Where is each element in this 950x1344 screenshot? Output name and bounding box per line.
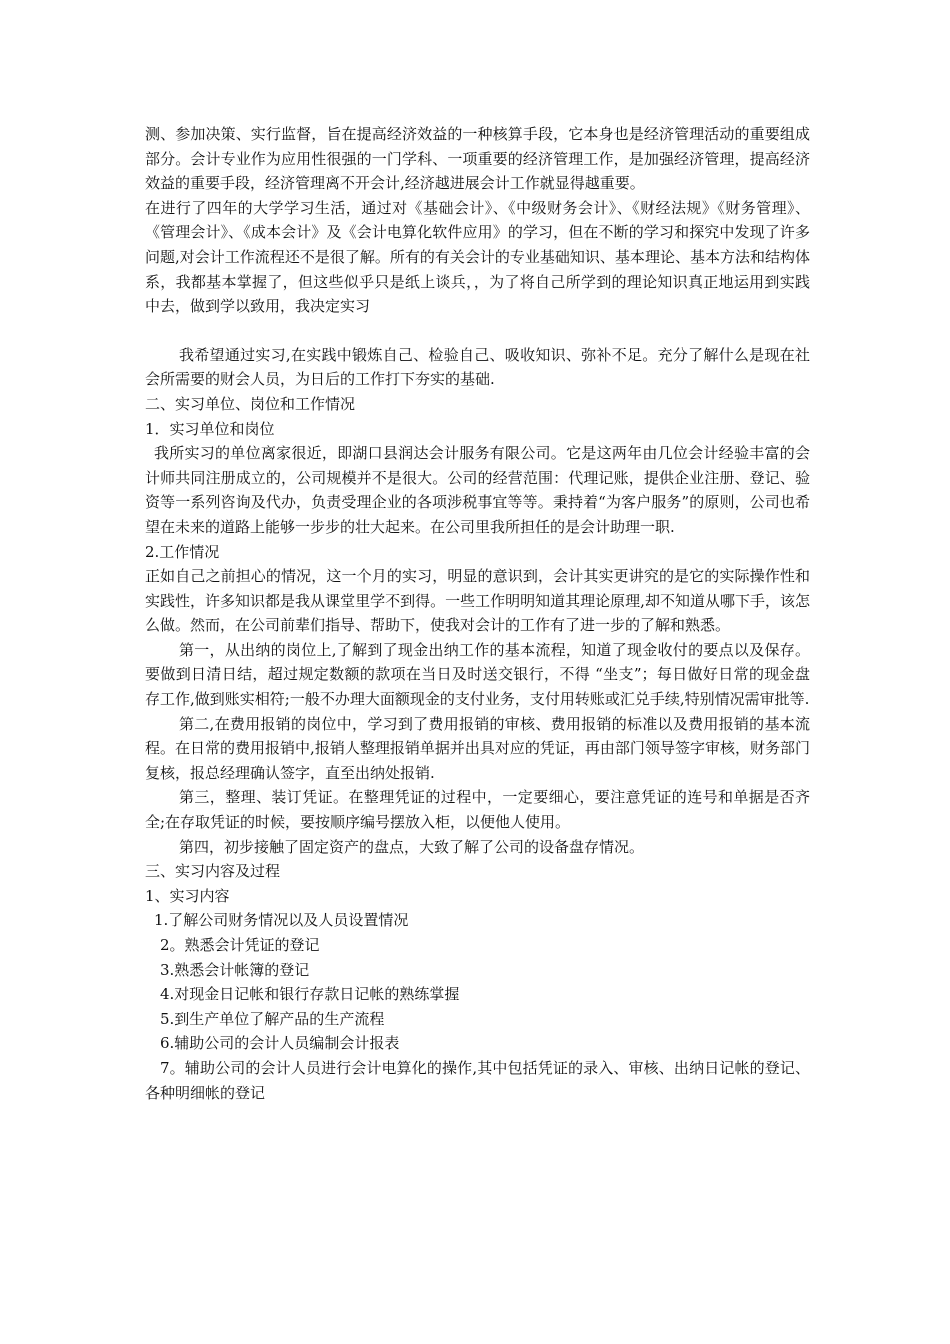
subheading-unit: 1．实习单位和岗位 [145, 419, 275, 438]
paragraph-intro: 测、参加决策、实行监督，旨在提高经济效益的一种核算手段，它本身也是经济管理活动的重要组成部分。会计专业作为应用性很强的一门学科、一项重要的经济管理工作，是加强经济管理，提高经济效益的重要手段，经济管理离不开会计,经济越进展会计工作就显得越重要。 [145, 125, 810, 193]
list-item: 3.熟悉会计帐簿的登记 [160, 960, 310, 979]
paragraph-work: 正如自己之前担心的情况，这一个月的实习，明显的意识到，会计其实更讲究的是它的实际操作性和实践性，许多知识都是我从课堂里学不到得。一些工作明明知道其理论原理,却不知道从哪下手，该怎么做。然而，在公司前辈们指导、帮助下，使我对会计的工作有了进一步的了解和熟悉。 [145, 567, 810, 635]
subheading-content: 1、实习内容 [145, 886, 230, 905]
list-item: 6.辅助公司的会计人员编制会计报表 [160, 1034, 400, 1053]
document-page [145, 122, 810, 1105]
section-heading-3: 三、实习内容及过程 [145, 862, 281, 881]
list-item: 7。辅助公司的会计人员进行会计电算化的操作,其中包括凭证的录入、审核、出纳日记帐的登记、各种明细帐的登记 [145, 1058, 810, 1102]
list-item: 2。熟悉会计凭证的登记 [160, 936, 320, 954]
paragraph-study: 在进行了四年的大学学习生活，通过对《基础会计》、《中级财务会计》、《财经法规》《财务管理》、《管理会计》、《成本会计》及《会计电算化软件应用》的学习，但在不断的学习和探究中发现了许多问题,对会计工作流程还不是很了解。所有的有关会计的专业基础知识、基本理论、基本方法和结构体系，我都基本掌握了，但这些似乎只是纸上谈兵，，为了将自己所学到的理论知识真正地运用到实践中去，做到学以致用，我决定实习 [145, 198, 810, 316]
paragraph-unit: 我所实习的单位离家很近，即湖口县润达会计服务有限公司。它是这两年由几位会计经验丰富的会计师共同注册成立的，公司规模并不是很大。公司的经营范围：代理记账，提供企业注册、登记、验资等一系列咨询及代办，负责受理企业的各项涉税事宜等等。秉持着“为客户服务”的原则，公司也希望在未来的道路上能够一步步的壮大起来。在公司里我所担任的是会计助理一职. [145, 444, 810, 536]
blank-line [145, 319, 810, 343]
paragraph-fourth: 第四，初步接触了固定资产的盘点，大致了解了公司的设备盘存情况。 [179, 837, 645, 856]
paragraph-first: 第一，从出纳的岗位上,了解到了现金出纳工作的基本流程，知道了现金收付的要点以及保存。要做到日清日结，超过规定数额的款项在当日及时送交银行，不得 “坐支”；每日做好日常的现金盘存工作,做到账实相符;一般不办理大面额现金的支付业务，支付用转账或汇兑手续,特别情况需审批等. [145, 640, 810, 709]
paragraph-hope: 我希望通过实习,在实践中锻炼自己、检验自己、吸收知识、弥补不足。充分了解什么是现在社会所需要的财会人员，为日后的工作打下夯实的基础. [145, 345, 810, 389]
list-item: 1.了解公司财务情况以及人员设置情况 [154, 911, 409, 930]
section-heading-2: 二、实习单位、岗位和工作情况 [145, 394, 356, 413]
list-item: 4.对现金日记帐和银行存款日记帐的熟练掌握 [160, 985, 460, 1004]
list-item: 5.到生产单位了解产品的生产流程 [160, 1009, 385, 1028]
paragraph-third: 第三，整理、装订凭证。在整理凭证的过程中，一定要细心，要注意凭证的连号和单据是否齐全;在存取凭证的时候，要按顺序编号摆放入柜，以便他人使用。 [145, 788, 810, 832]
subheading-work: 2.工作情况 [145, 542, 220, 561]
paragraph-second: 第二,在费用报销的岗位中，学习到了费用报销的审核、费用报销的标准以及费用报销的基本流程。在日常的费用报销中,报销人整理报销单据并出具对应的凭证，再由部门领导签字审核，财务部门复核，报总经理确认签字，直至出纳处报销. [145, 714, 810, 782]
